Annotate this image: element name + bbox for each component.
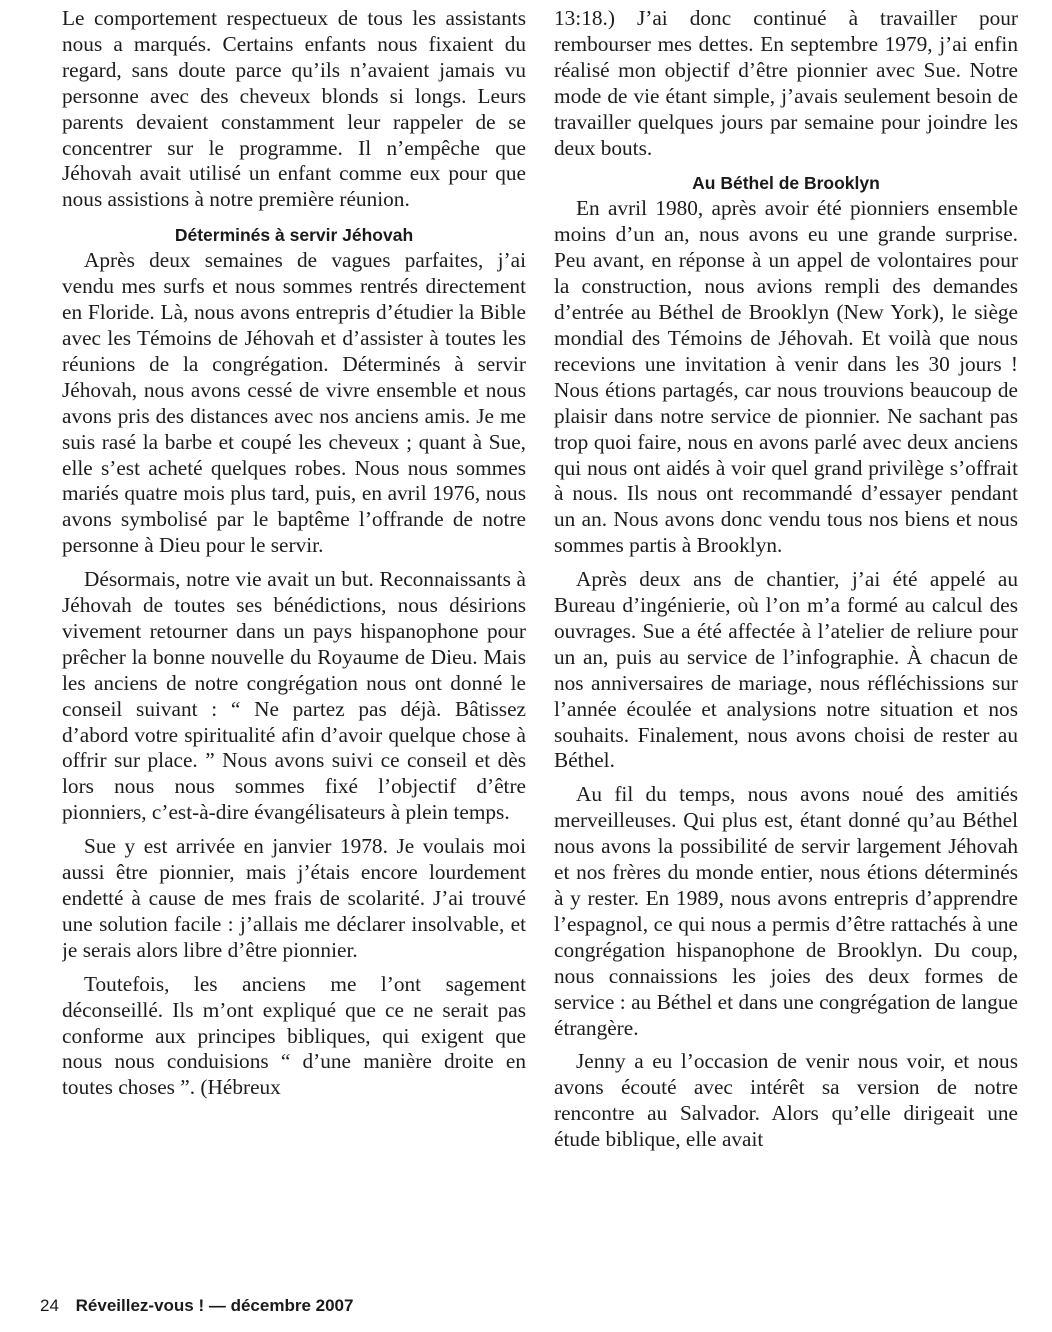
section-heading: Au Béthel de Brooklyn [692,173,880,194]
magazine-issue: Réveillez-vous ! — décembre 2007 [75,1296,354,1315]
left-column [62,6,526,1288]
paragraph: Le comportement respectueux de tous les assistants nous a marqués. Certains enfants nous fixaient du regard, sans doute parce qu’ils n’avaient jamais vu personne avec des cheveux blonds si longs. Leurs parents devaient constamment leur rappeler de se concentrer sur le programme. Il n’empêche que Jéhovah avait utilisé un enfant comme eux pour que nous assistions à notre première réunion. [62,6,526,212]
section-heading: Déterminés à servir Jéhovah [174,225,414,246]
paragraph: Toutefois, les anciens me l’ont sagement déconseillé. Ils m’ont expliqué que ce ne serait pas conforme aux principes bibliques, qui exigent que nous nous conduisions “ d’une manière droite en toutes choses ”. (Hébreux [62,971,526,1100]
paragraph: Désormais, notre vie avait un but. Reconnaissants à Jéhovah de toutes ses bénédictions, nous désirions vivement retourner dans un pays hispanophone pour prêcher la bonne nouvelle du Royaume de Dieu. Mais les anciens de notre congrégation nous ont donné le conseil suivant : “ Ne partez pas déjà. Bâtissez d’abord votre spiritualité afin d’avoir quelque chose à offrir sur place. ” Nous avons suivi ce conseil et dès lors nous nous sommes fixé l’objectif d’être pionniers, c’est-à-dire évangélisateurs à plein temps. [62,567,526,825]
right-column [554,6,1018,1288]
paragraph: Après deux semaines de vagues parfaites, j’ai vendu mes surfs et nous sommes rentrés directement en Floride. Là, nous avons entrepris d’étudier la Bible avec les Témoins de Jéhovah et d’assister à toutes les réunions de la congrégation. Déterminés à servir Jéhovah, nous avons cessé de vivre ensemble et nous avons pris des distances avec nos anciens amis. Je me suis rasé la barbe et coupé les cheveux ; quant à Sue, elle s’est acheté quelques robes. Nous nous sommes mariés quatre mois plus tard, puis, en avril 1976, nous avons symbolisé par le baptême l’offrande de notre personne à Dieu pour le servir. [62,248,526,558]
page-footer [40,1296,353,1316]
paragraph: Au fil du temps, nous avons noué des amitiés merveilleuses. Qui plus est, étant donné qu’au Béthel nous avons la possibilité de servir largement Jéhovah et nos frères du monde entier, nous étions déterminés à y rester. En 1989, nous avons entrepris d’apprendre l’espagnol, ce qui nous a permis d’être rattachés à une congrégation hispanophone de Brooklyn. Du coup, nous connaissions les joies des deux formes de service : au Béthel et dans une congrégation de langue étrangère. [554,782,1018,1040]
paragraph: 13:18.) J’ai donc continué à travailler pour rembourser mes dettes. En septembre 1979, j’ai enfin réalisé mon objectif d’être pionnier avec Sue. Notre mode de vie étant simple, j’avais seulement besoin de travailler quelques jours par semaine pour joindre les deux bouts. [554,6,1018,160]
paragraph: Sue y est arrivée en janvier 1978. Je voulais moi aussi être pionnier, mais j’étais encore lourdement endetté à cause de mes frais de scolarité. J’ai trouvé une solution facile : j’allais me déclarer insolvable, et je serais alors libre d’être pionnier. [62,834,526,962]
page-number: 24 [40,1296,59,1315]
paragraph: Jenny a eu l’occasion de venir nous voir, et nous avons écouté avec intérêt sa version de notre rencontre au Salvador. Alors qu’elle dirigeait une étude biblique, elle avait [554,1049,1018,1152]
paragraph: Après deux ans de chantier, j’ai été appelé au Bureau d’ingénierie, où l’on m’a formé au calcul des ouvrages. Sue a été affectée à l’atelier de reliure pour un an, puis au service de l’infographie. À chacun de nos anniversaires de mariage, nous réfléchissions sur l’année écoulée et analysions notre situation et nos souhaits. Finalement, nous avons choisi de rester au Béthel. [554,567,1018,773]
paragraph: En avril 1980, après avoir été pionniers ensemble moins d’un an, nous avons eu une grande surprise. Peu avant, en réponse à un appel de volontaires pour la construction, nous avions rempli des demandes d’entrée au Béthel de Brooklyn (New York), le siège mondial des Témoins de Jéhovah. Et voilà que nous recevions une invitation à venir dans les 30 jours ! Nous étions partagés, car nous trouvions beaucoup de plaisir dans notre service de pionnier. Ne sachant pas trop quoi faire, nous en avons parlé avec deux anciens qui nous ont aidés à voir quel grand privilège s’offrait à nous. Ils nous ont recommandé d’essayer pendant un an. Nous avons donc vendu tous nos biens et nous sommes partis à Brooklyn. [554,196,1018,558]
